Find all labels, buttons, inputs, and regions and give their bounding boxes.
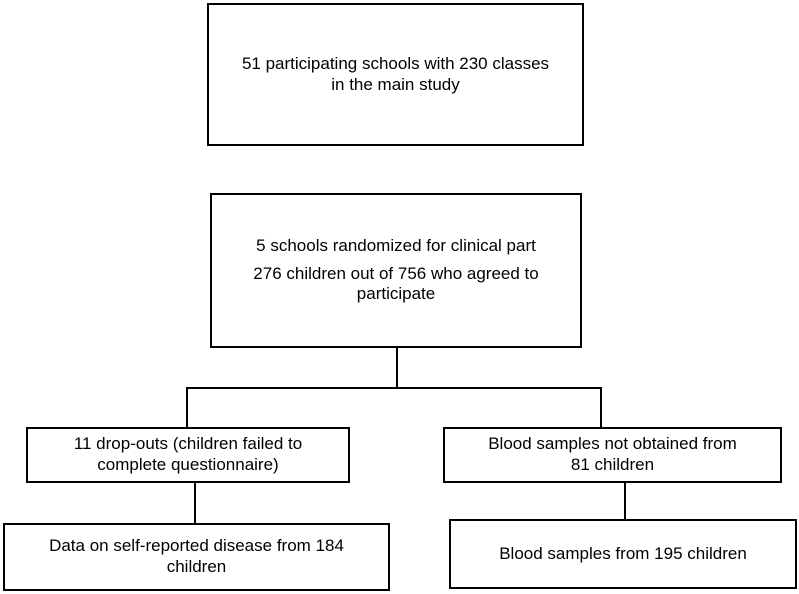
blood-samples-line-1: Blood samples from 195 children [499,543,747,563]
self-reported-disease-box [3,523,390,591]
dropouts-line-2: complete questionnaire) [97,455,279,474]
connector-to-dropouts [186,387,188,427]
connector-to-blood-not-obtained [600,387,602,427]
participating-schools-line-2: in the main study [331,74,460,94]
self-reported-line-1: Data on self-reported disease from 184 [49,536,344,556]
blood-not-obtained-line-1: Blood samples not obtained from [488,434,737,454]
connector-horizontal-split [186,387,602,389]
blood-not-obtained-box [443,427,782,483]
blood-samples-box [449,519,797,589]
self-reported-line-2: children [166,557,227,576]
randomized-schools-box [210,193,582,348]
agreed-children-line-1: 276 children out of 756 who agreed to [253,263,539,283]
blood-not-obtained-line-2: 81 children [570,455,655,474]
dropouts-line-1: 11 drop-outs (children failed to [73,434,303,454]
connector-randomized-down [396,348,398,389]
participating-schools-box [207,3,584,146]
connector-blood-not-obtained-to-samples [624,483,626,519]
participating-schools-line-1: 51 participating schools with 230 classes [241,53,550,73]
agreed-children-text [253,264,538,305]
agreed-children-line-2: participate [356,284,436,304]
randomized-schools-line: 5 schools randomized for clinical part [256,235,536,255]
connector-dropouts-to-self-reported [194,483,196,523]
dropouts-box [26,427,350,483]
